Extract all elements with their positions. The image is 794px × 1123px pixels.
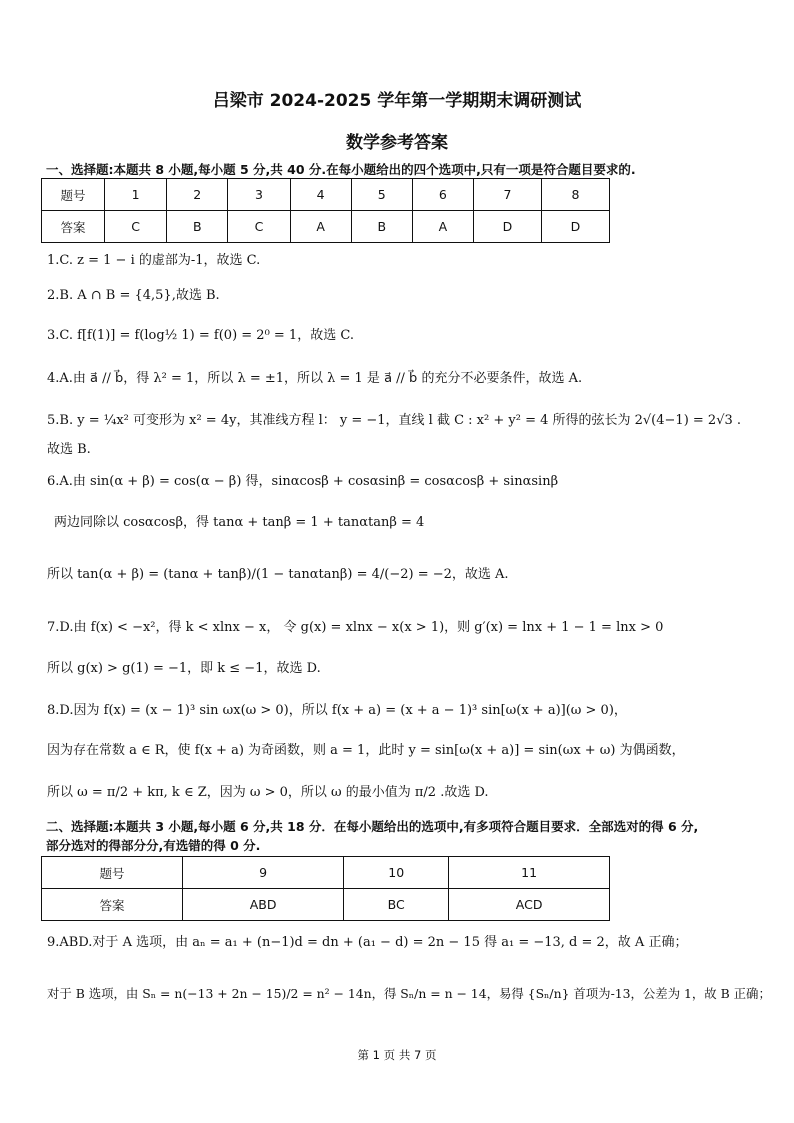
solution-4: 4.A.由 a⃗ // b⃗，得 λ² = 1，所以 λ = ±1，所以 λ = 1 是 a⃗ // b⃗ 的充分不必要条件，故选 A. bbox=[47, 371, 583, 386]
solution-5: 5.B. y = ¼x² 可变形为 x² = 4y，其准线方程 l： y = −1，直线 l 截 C : x² + y² = 4 所得的弦长为 2√(4−1) = 2√3 . bbox=[47, 413, 742, 428]
solution-6-cont: 两边同除以 cosαcosβ，得 tanα + tanβ = 1 + tanαtanβ = 4 bbox=[54, 515, 425, 530]
page-footer: 第 1 页 共 7 页 bbox=[357, 1048, 437, 1062]
table-cell: ACD bbox=[449, 889, 610, 921]
table-cell: D bbox=[541, 211, 609, 243]
table-cell: 9 bbox=[183, 857, 344, 889]
solution-6: 6.A.由 sin(α + β) = cos(α − β) 得，sinαcosβ + cosαsinβ = cosαcosβ + sinαsinβ bbox=[47, 474, 559, 489]
table-row bbox=[42, 179, 610, 211]
table-cell: 6 bbox=[412, 179, 473, 211]
table-cell: 2 bbox=[167, 179, 228, 211]
table-cell: ABD bbox=[183, 889, 344, 921]
page-subtitle: 数学参考答案 bbox=[346, 133, 448, 153]
table-cell: C bbox=[105, 211, 167, 243]
table-cell: 答案 bbox=[42, 211, 105, 243]
solution-1: 1.C. z = 1 − i 的虚部为-1，故选 C. bbox=[47, 253, 261, 268]
table-cell: 3 bbox=[228, 179, 290, 211]
table-cell: 答案 bbox=[42, 889, 183, 921]
section1-heading: 一、选择题:本题共 8 小题,每小题 5 分,共 40 分.在每小题给出的四个选项中,只有一项是符合题目要求的. bbox=[46, 162, 636, 177]
table-cell: 11 bbox=[449, 857, 610, 889]
table-cell: D bbox=[473, 211, 541, 243]
table-cell: 7 bbox=[473, 179, 541, 211]
solution-8-cont: 因为存在常数 a ∈ R，使 f(x + a) 为奇函数，则 a = 1，此时 y = sin[ω(x + a)] = sin(ωx + ω) 为偶函数， bbox=[47, 743, 685, 758]
section2-heading: 二、选择题:本题共 3 小题,每小题 6 分,共 18 分．在每小题给出的选项中,有多项符合题目要求．全部选对的得 6 分, bbox=[46, 819, 699, 834]
table-cell: 5 bbox=[351, 179, 412, 211]
table-cell: 4 bbox=[290, 179, 351, 211]
table-cell: C bbox=[228, 211, 290, 243]
solution-2: 2.B. A ∩ B = {4,5},故选 B. bbox=[47, 288, 220, 303]
solution-6-result: 所以 tan(α + β) = (tanα + tanβ)/(1 − tanαtanβ) = 4/(−2) = −2，故选 A. bbox=[47, 567, 509, 582]
table-cell: 8 bbox=[541, 179, 609, 211]
solution-7-cont: 所以 g(x) > g(1) = −1，即 k ≤ −1，故选 D. bbox=[47, 661, 321, 676]
answer-table-2 bbox=[41, 856, 610, 921]
answer-table-1 bbox=[41, 178, 610, 243]
table-row bbox=[42, 211, 610, 243]
solution-8: 8.D.因为 f(x) = (x − 1)³ sin ωx(ω > 0)，所以 f(x + a) = (x + a − 1)³ sin[ω(x + a)](ω > 0)， bbox=[47, 703, 627, 718]
solution-8-result: 所以 ω = π/2 + kπ, k ∈ Z，因为 ω > 0，所以 ω 的最小值为 π/2 .故选 D. bbox=[47, 785, 489, 800]
table-cell: 题号 bbox=[42, 179, 105, 211]
table-cell: A bbox=[412, 211, 473, 243]
solution-5-cont: 故选 B. bbox=[47, 442, 91, 457]
solution-9: 9.ABD.对于 A 选项，由 aₙ = a₁ + (n−1)d = dn + (a₁ − d) = 2n − 15 得 a₁ = −13, d = 2，故 A 正确； bbox=[47, 935, 688, 950]
table-cell: B bbox=[351, 211, 412, 243]
table-cell: BC bbox=[344, 889, 449, 921]
solution-9-cont: 对于 B 选项，由 Sₙ = n(−13 + 2n − 15)/2 = n² − 14n，得 Sₙ/n = n − 14，易得 {Sₙ/n} 首项为-13，公差为 1，故 B 正确； bbox=[47, 986, 771, 1001]
table-row bbox=[42, 857, 610, 889]
section2-heading-cont: 部分选对的得部分分,有选错的得 0 分. bbox=[46, 838, 261, 853]
table-cell: 题号 bbox=[42, 857, 183, 889]
table-cell: A bbox=[290, 211, 351, 243]
table-row bbox=[42, 889, 610, 921]
table-cell: 10 bbox=[344, 857, 449, 889]
solution-3: 3.C. f[f(1)] = f(log½ 1) = f(0) = 2⁰ = 1，故选 C. bbox=[47, 328, 354, 343]
page-title: 吕梁市 2024-2025 学年第一学期期末调研测试 bbox=[212, 91, 582, 111]
solution-7: 7.D.由 f(x) < −x²，得 k < xlnx − x， 令 g(x) = xlnx − x(x > 1)，则 g′(x) = lnx + 1 − 1 = lnx > 0 bbox=[47, 620, 664, 635]
table-cell: 1 bbox=[105, 179, 167, 211]
table-cell: B bbox=[167, 211, 228, 243]
